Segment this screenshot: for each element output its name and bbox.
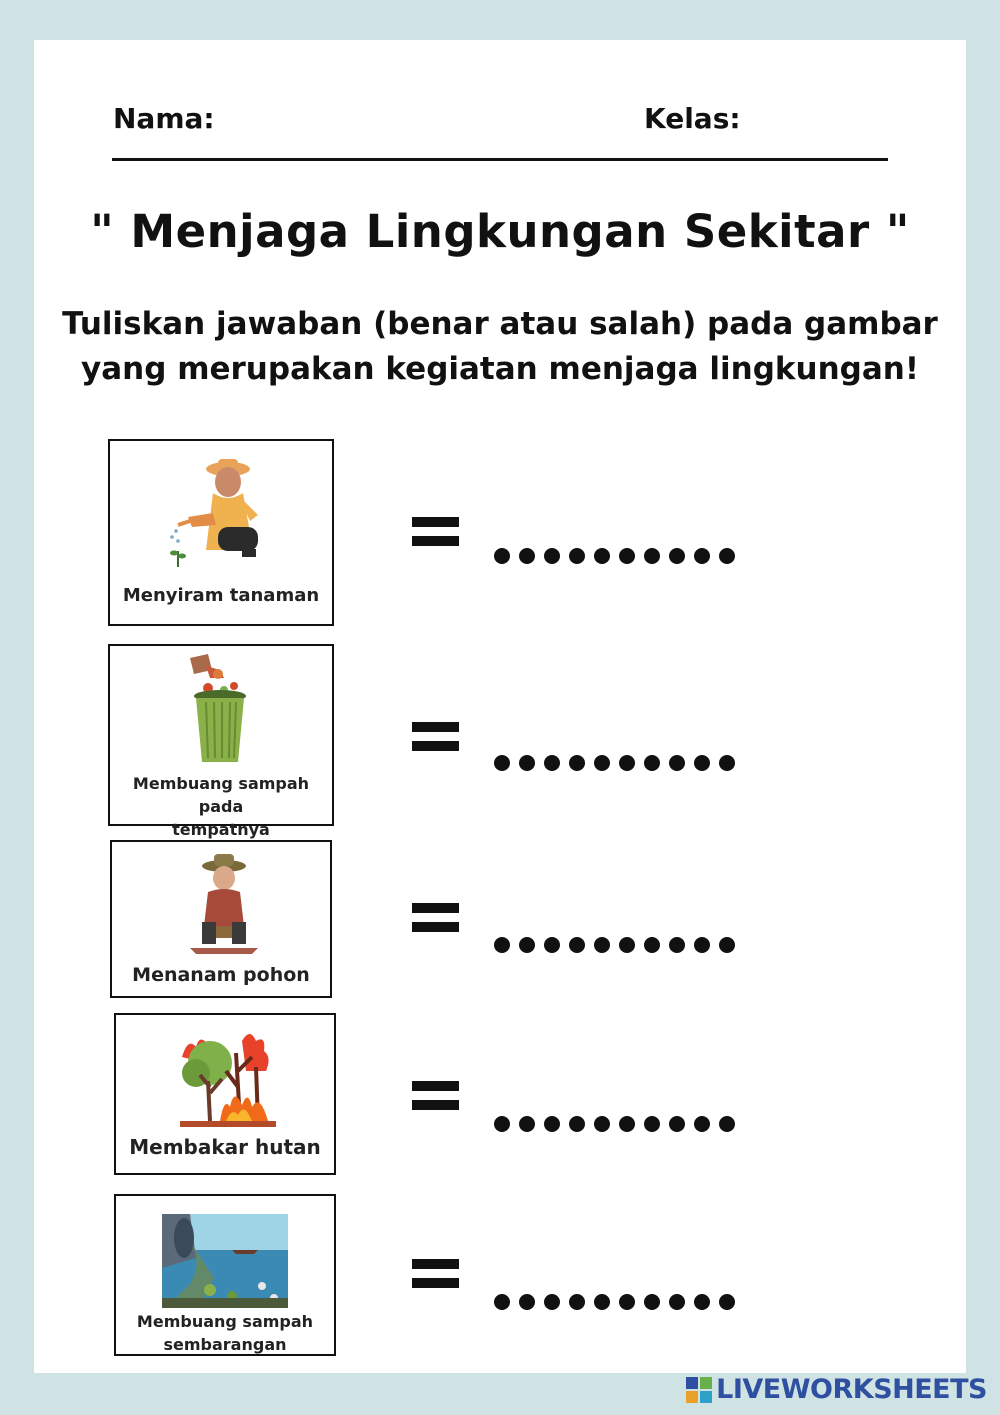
item-caption-2-line-1: Membuang sampah pada xyxy=(132,774,310,816)
watering-plant-icon xyxy=(158,455,278,577)
answer-blank-3[interactable] xyxy=(494,937,735,953)
item-caption-3: Menanam pohon xyxy=(132,964,310,986)
brand-name: LIVEWORKSHEETS xyxy=(716,1374,987,1405)
equals-sign-4 xyxy=(412,1081,459,1119)
answer-blank-5[interactable] xyxy=(494,1294,735,1310)
liveworksheets-logo-icon xyxy=(686,1377,712,1403)
item-card-5 xyxy=(114,1194,336,1356)
item-caption-2 xyxy=(110,772,332,841)
class-label: Kelas: xyxy=(644,102,741,135)
item-caption-2-line-2: tempatnya xyxy=(172,820,270,839)
instruction-line-2: yang merupakan kegiatan menjaga lingkungan! xyxy=(81,351,919,387)
liveworksheets-brand[interactable] xyxy=(686,1374,987,1405)
item-caption-5 xyxy=(116,1310,334,1356)
planting-tree-icon xyxy=(186,850,262,954)
equals-sign-5 xyxy=(412,1259,459,1297)
name-label: Nama: xyxy=(113,102,215,135)
item-card-2 xyxy=(108,644,334,839)
equals-sign-1 xyxy=(412,517,459,555)
answer-blank-4[interactable] xyxy=(494,1116,735,1132)
forest-fire-icon xyxy=(180,1027,276,1127)
answer-blank-2[interactable] xyxy=(494,755,735,771)
item-caption-5-line-2: sembarangan xyxy=(163,1335,287,1354)
instruction-text xyxy=(60,302,940,392)
answer-blank-1[interactable] xyxy=(494,548,735,564)
item-caption-1: Menyiram tanaman xyxy=(122,585,320,606)
item-card-4 xyxy=(114,1013,336,1175)
item-caption-5-line-1: Membuang sampah xyxy=(136,1312,314,1331)
equals-sign-3 xyxy=(412,903,459,941)
instruction-line-1: Tuliskan jawaban (benar atau salah) pada gambar xyxy=(62,306,938,342)
item-card-1 xyxy=(108,439,334,626)
item-card-3 xyxy=(110,840,332,998)
trash-bin-icon xyxy=(184,652,256,764)
item-caption-4: Membakar hutan xyxy=(129,1135,321,1159)
equals-sign-2 xyxy=(412,722,459,760)
header-underline xyxy=(112,158,888,161)
worksheet-title: " Menjaga Lingkungan Sekitar " xyxy=(90,205,910,258)
polluted-water-icon xyxy=(162,1214,288,1308)
